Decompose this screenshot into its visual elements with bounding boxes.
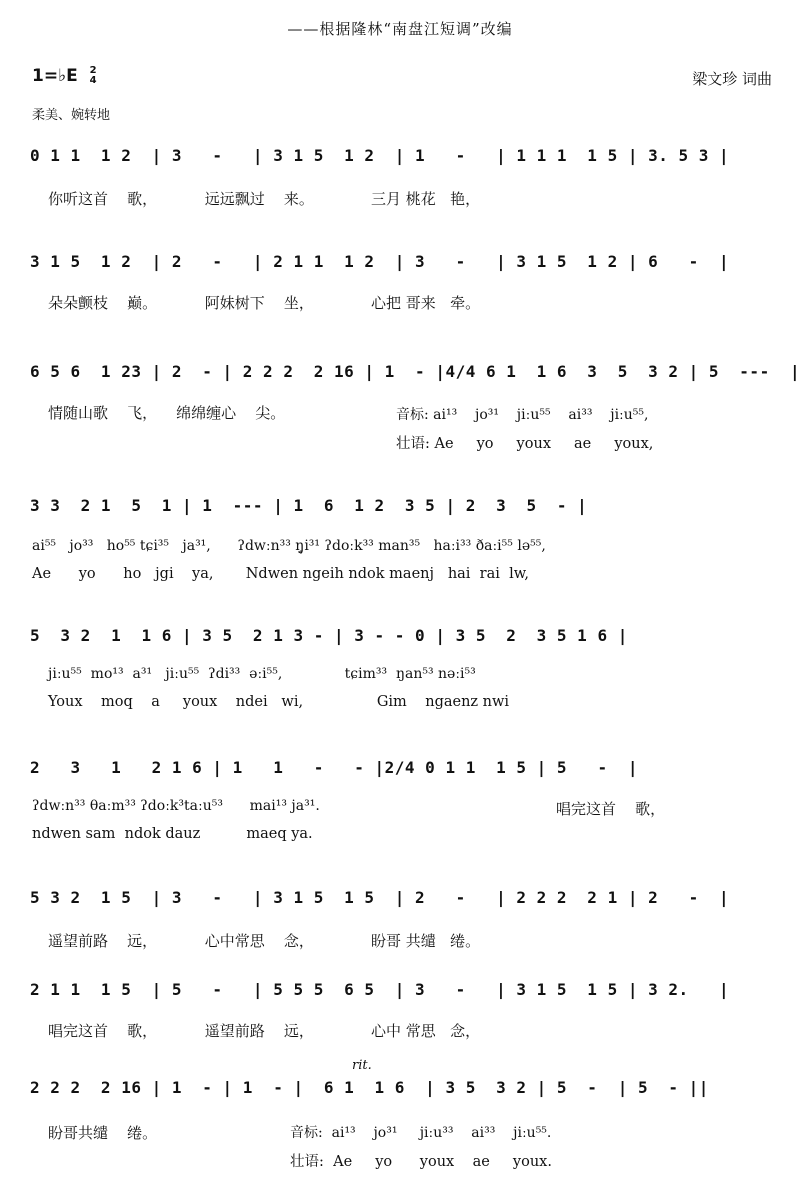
subtitle: ——根据隆林“南盘江短调”改编: [287, 20, 513, 38]
notation-line: 2 2 2 2 16 | 1 - | 1 - | 6 1 1 6 | 3 5 3 2 | 5 - | 5 - ||: [30, 1078, 709, 1097]
lyric-line: 唱完这首 歌， 遥望前路 远， 心中 常思 念，: [48, 1022, 481, 1040]
time-numerator: 2: [89, 65, 97, 76]
zhuang-line: Ae yo ho jgi ya, Ndwen ngeih ndok maenj hai rai lw,: [32, 566, 530, 582]
zhuang-line: 壮语: Ae yo youx ae youx,: [396, 436, 654, 452]
time-denominator: 4: [89, 75, 97, 86]
lyric-line: 遥望前路 远， 心中常思 念， 盼哥 共缱 绻。: [48, 932, 481, 950]
phonetic-line: ai⁵⁵ jo³³ ho⁵⁵ tɕi³⁵ ja³¹, ʔdwːn³³ ŋ̥i³¹ ʔdoːk³³ man³⁵ haːi³³ ðaːi⁵⁵ lə⁵⁵,: [32, 538, 546, 554]
phonetic-line: ʔdwːn³³ θaːm³³ ʔdoːk³taːu⁵³ mai¹³ ja³¹.: [32, 798, 320, 814]
phonetic-line: 音标: ai¹³ jo³¹ jiːu⁵⁵ ai³³ jiːu⁵⁵,: [396, 407, 649, 423]
key-signature: [32, 66, 97, 86]
zhuang-line: ndwen sam ndok dauz maeq ya.: [32, 826, 313, 842]
key-label: 1=♭E: [32, 66, 78, 86]
notation-line: 5 3 2 1 5 | 3 - | 3 1 5 1 5 | 2 - | 2 2 2 2 1 | 2 - |: [30, 888, 730, 907]
notation-line: 6 5 6 1 23 | 2 - | 2 2 2 2 16 | 1 - |4/4 6 1 1 6 3 5 3 2 | 5 --- |: [30, 362, 800, 381]
composer-credit: 梁文珍 词曲: [692, 70, 772, 88]
lyric-line: 唱完这首 歌，: [556, 800, 666, 818]
notation-line: 0 1 1 1 2 | 3 - | 3 1 5 1 2 | 1 - | 1 1 1 1 5 | 3. 5 3 |: [30, 146, 730, 165]
lyric-line: 情随山歌 飞， 绵绵缠心 尖。: [48, 404, 286, 422]
notation-line: 2 3 1 2 1 6 | 1 1 - - |2/4 0 1 1 1 5 | 5 - |: [30, 758, 638, 777]
notation-line: 5 3 2 1 1 6 | 3 5 2 1 3 - | 3 - - 0 | 3 5 2 3 5 1 6 |: [30, 626, 628, 645]
ritardando-mark: rit.: [352, 1058, 372, 1073]
notation-line: 3 3 2 1 5 1 | 1 --- | 1 6 1 2 3 5 | 2 3 5 - |: [30, 496, 588, 515]
phonetic-line: 音标: ai¹³ jo³¹ jiːu³³ ai³³ jiːu⁵⁵.: [290, 1125, 552, 1141]
lyric-line: 盼哥共缱 绻。: [48, 1124, 158, 1142]
notation-line: 3 1 5 1 2 | 2 - | 2 1 1 1 2 | 3 - | 3 1 5 1 2 | 6 - |: [30, 252, 730, 271]
zhuang-line: Youx moq a youx ndei wi, Gim ngaenz nwi: [48, 694, 510, 710]
tempo-marking: 柔美、婉转地: [32, 108, 111, 123]
lyric-line: 你听这首 歌， 远远飘过 来。 三月 桃花 艳，: [48, 190, 481, 208]
phonetic-line: jiːu⁵⁵ mo¹³ a³¹ jiːu⁵⁵ ʔdi³³ əːi⁵⁵, tɕim³³ ŋan⁵³ nəːi⁵³: [48, 666, 476, 682]
time-signature: [90, 66, 97, 86]
lyric-line: 朵朵颤枝 巅。 阿妹树下 坐， 心把 哥来 牵。: [48, 294, 481, 312]
notation-line: 2 1 1 1 5 | 5 - | 5 5 5 6 5 | 3 - | 3 1 5 1 5 | 3 2. |: [30, 980, 730, 999]
zhuang-line: 壮语: Ae yo youx ae youx.: [290, 1154, 552, 1170]
